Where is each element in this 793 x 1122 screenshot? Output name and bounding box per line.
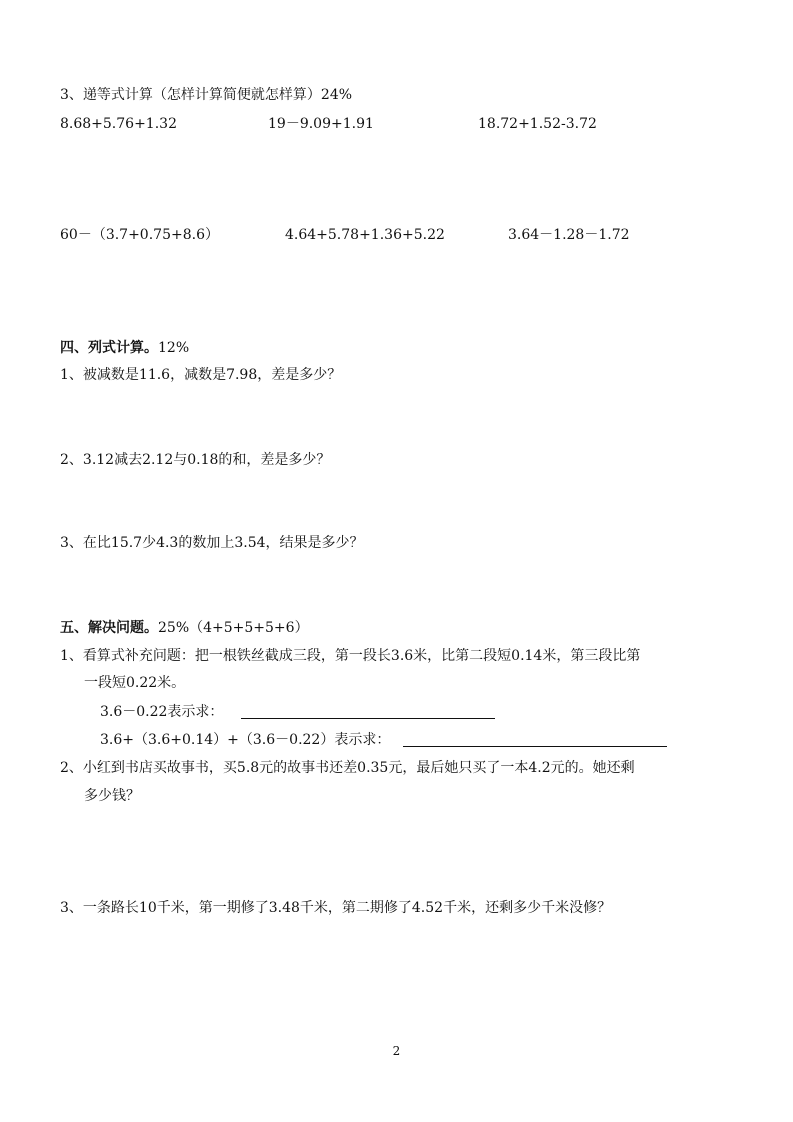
part4-question-2: 2、3.12减去2.12与0.18的和，差是多少？ xyxy=(60,452,331,468)
expression-5: 4.64+5.78+1.36+5.22 xyxy=(285,227,445,243)
expression-4: 60－（3.7+0.75+8.6） xyxy=(60,227,219,243)
part5-expr-1: 3.6－0.22表示求： xyxy=(100,704,224,720)
expression-3: 18.72+1.52-3.72 xyxy=(478,116,597,132)
part5-question-1-line-1: 1、看算式补充问题：把一根铁丝截成三段，第一段长3.6米，比第二段短0.14米，第三段比第 xyxy=(60,648,641,664)
part5-question-2-line-1: 2、小红到书店买故事书，买5.8元的故事书还差0.35元，最后她只买了一本4.2元的。她还剩 xyxy=(60,760,635,776)
part5-heading xyxy=(60,619,309,637)
part4-question-3: 3、在比15.7少4.3的数加上3.54，结果是多少？ xyxy=(60,535,364,551)
expression-2: 19－9.09+1.91 xyxy=(268,116,374,132)
part4-question-1: 1、被减数是11.6，减数是7.98，差是多少？ xyxy=(60,367,342,383)
answer-blank-2[interactable] xyxy=(403,746,667,747)
part5-question-1-line-2: 一段短0.22米。 xyxy=(84,675,186,691)
answer-blank-1[interactable] xyxy=(241,718,495,719)
expression-1: 8.68+5.76+1.32 xyxy=(60,116,177,132)
part5-title: 五、解决问题。 xyxy=(60,620,158,636)
expression-6: 3.64－1.28－1.72 xyxy=(508,227,630,243)
part4-score: 12% xyxy=(158,340,190,356)
part5-question-3: 3、一条路长10千米，第一期修了3.48千米，第二期修了4.52千米，还剩多少千米没修？ xyxy=(60,900,612,916)
part5-expr-2: 3.6+（3.6+0.14）+（3.6－0.22）表示求： xyxy=(100,732,391,748)
part5-score: 25%（4+5+5+5+6） xyxy=(158,620,309,636)
part4-heading xyxy=(60,339,189,357)
section3-heading: 3、递等式计算（怎样计算简便就怎样算）24% xyxy=(60,87,353,103)
part5-question-2-line-2: 多少钱？ xyxy=(84,788,140,804)
part4-title: 四、列式计算。 xyxy=(60,340,158,356)
page-number: 2 xyxy=(392,1044,401,1058)
